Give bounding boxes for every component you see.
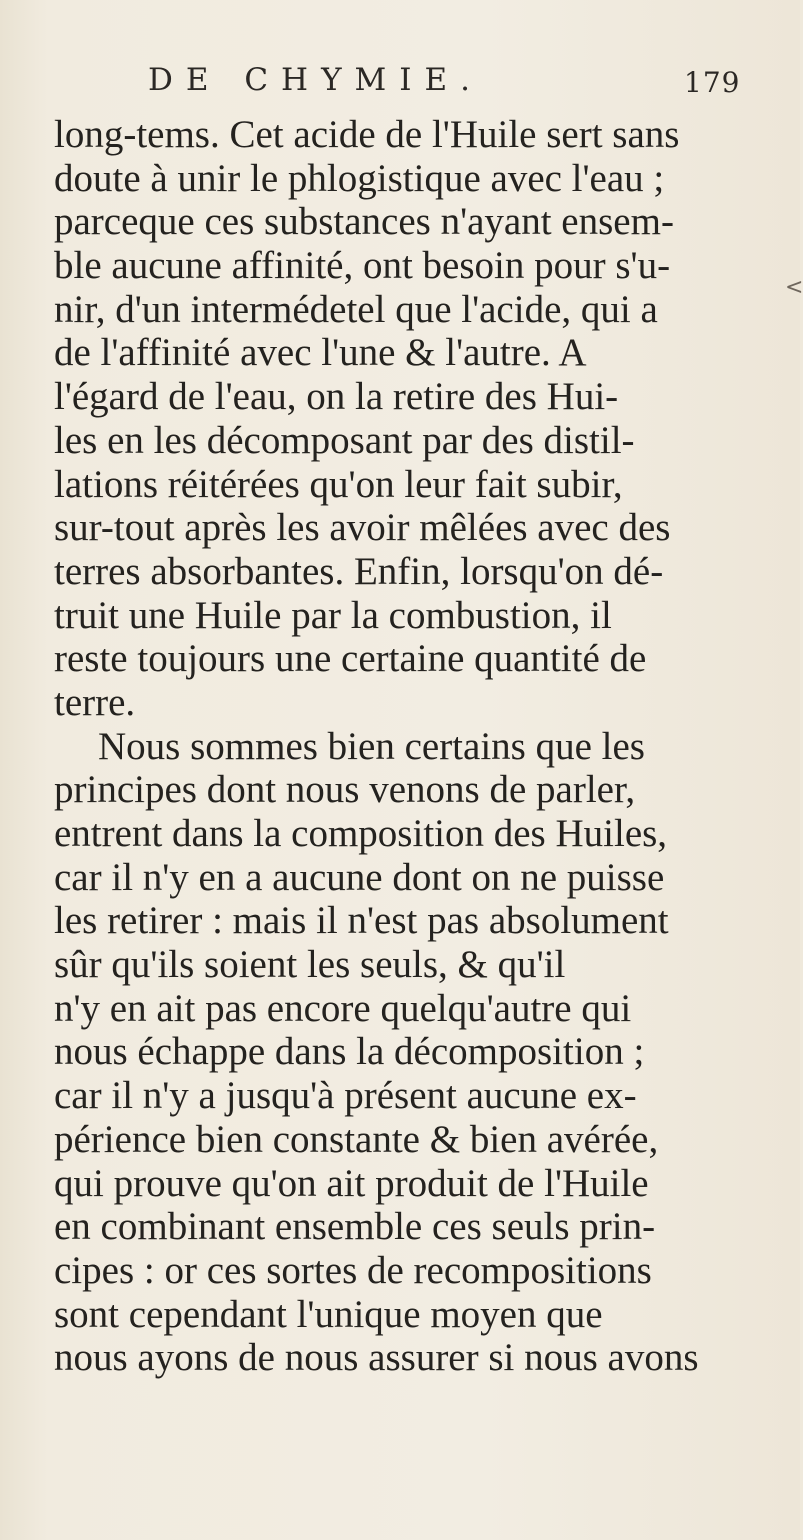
text-line: en combinant ensemble ces seuls prin- (54, 1205, 656, 1249)
text-line: car il n'y en a aucune dont on ne puisse (54, 855, 665, 899)
text-line: ble aucune affinité, ont besoin pour s'u- (54, 244, 671, 288)
text-line: truit une Huile par la combustion, il (54, 593, 612, 637)
text-line: terres absorbantes. Enfin, lorsqu'on dé- (54, 549, 664, 593)
text-line: l'égard de l'eau, on la retire des Hui- (54, 375, 619, 419)
text-line: car il n'y a jusqu'à présent aucune ex- (54, 1074, 637, 1118)
text-line: de l'affinité avec l'une & l'autre. A (54, 331, 587, 375)
page-number: 179 (684, 66, 741, 99)
text-line: sur-tout après les avoir mêlées avec des (54, 506, 671, 550)
text-line: nous échappe dans la décomposition ; (54, 1030, 645, 1074)
text-line: sont cependant l'unique moyen que (54, 1292, 603, 1336)
text-line: lations réitérées qu'on leur fait subir, (54, 462, 623, 506)
text-line: périence bien constante & bien avérée, (54, 1117, 659, 1161)
text-line: doute à unir le phlogistique avec l'eau ; (54, 156, 665, 200)
text-line: nir, d'un intermédetel que l'acide, qui a (54, 287, 658, 331)
text-line: nous ayons de nous assurer si nous avons (54, 1336, 699, 1380)
text-line: reste toujours une certaine quantité de (54, 637, 647, 681)
page-header (148, 62, 798, 112)
text-line: les retirer : mais il n'est pas absolument (54, 899, 669, 943)
text-line: les en les décomposant par des distil- (54, 418, 635, 462)
text-line: sûr qu'ils soient les seuls, & qu'il (54, 943, 566, 987)
text-line: entrent dans la composition des Huiles, (54, 812, 668, 855)
text-line: n'y en ait pas encore quelqu'autre qui (54, 986, 632, 1030)
text-line: principes dont nous venons de parler, (54, 768, 636, 812)
margin-mark: < (785, 275, 803, 300)
text-line: parceque ces substances n'ayant ensem- (54, 200, 674, 244)
text-line: long-tems. Cet acide de l'Huile sert sans (54, 113, 680, 156)
text-line: qui prouve qu'on ait produit de l'Huile (54, 1161, 649, 1205)
text-line: cipes : or ces sortes de recompositions (54, 1248, 652, 1292)
paragraph-start-line: Nous sommes bien certains que les (98, 724, 645, 768)
text-line: terre. (54, 680, 136, 724)
body-text (54, 113, 744, 1380)
running-title: DE CHYMIE. (148, 62, 484, 98)
